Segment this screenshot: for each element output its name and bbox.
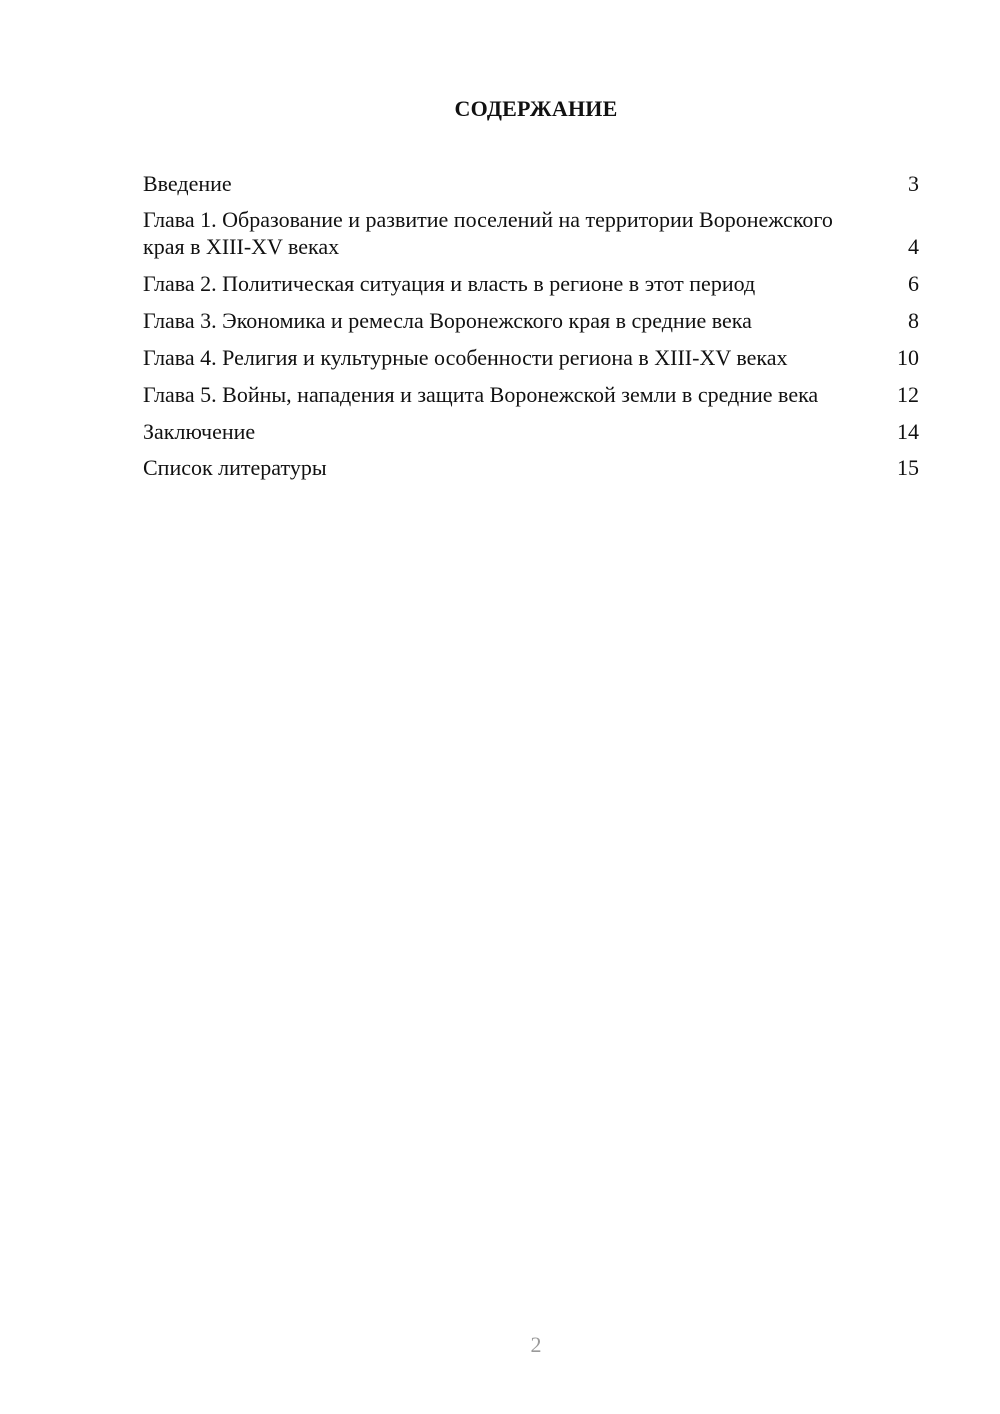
toc-entry-page: 15: [897, 455, 919, 480]
toc-entry-text: Заключение: [143, 419, 256, 444]
toc-entry-text: Список литературы: [143, 455, 327, 480]
toc-entry-page: 10: [897, 345, 919, 370]
toc-entry-chapter-3: [143, 307, 919, 334]
toc-entry-page: 6: [908, 271, 919, 296]
toc-entry-text: Глава 4. Религия и культурные особенности региона в XIII-XV веках: [143, 345, 788, 370]
toc-entry-bibliography: [143, 454, 919, 481]
table-of-contents: [143, 170, 919, 490]
toc-entry-page: 12: [897, 382, 919, 407]
toc-entry-text: Глава 5. Войны, нападения и защита Воронежской земли в средние века: [143, 382, 819, 407]
toc-title: СОДЕРЖАНИЕ: [454, 96, 618, 121]
toc-entry-text: Глава 2. Политическая ситуация и власть в регионе в этот период: [143, 271, 756, 296]
toc-entry-page: 3: [908, 171, 919, 196]
page-number: 2: [530, 1332, 542, 1357]
toc-entry-chapter-4: [143, 344, 919, 371]
toc-entry-page: 4: [908, 234, 919, 259]
toc-entry-text: Глава 1. Образование и развитие поселений на территории Воронежского края в XIII-XV веках: [143, 207, 833, 259]
toc-entry-page: 8: [908, 308, 919, 333]
toc-entry-chapter-1: [143, 206, 919, 260]
toc-entry-chapter-5: [143, 381, 919, 408]
toc-entry-conclusion: [143, 418, 919, 445]
toc-entry-text: Введение: [143, 171, 232, 196]
toc-entry-page: 14: [897, 419, 919, 444]
toc-entry-introduction: [143, 170, 919, 197]
toc-entry-chapter-2: [143, 270, 919, 297]
toc-entry-text: Глава 3. Экономика и ремесла Воронежского края в средние века: [143, 308, 752, 333]
